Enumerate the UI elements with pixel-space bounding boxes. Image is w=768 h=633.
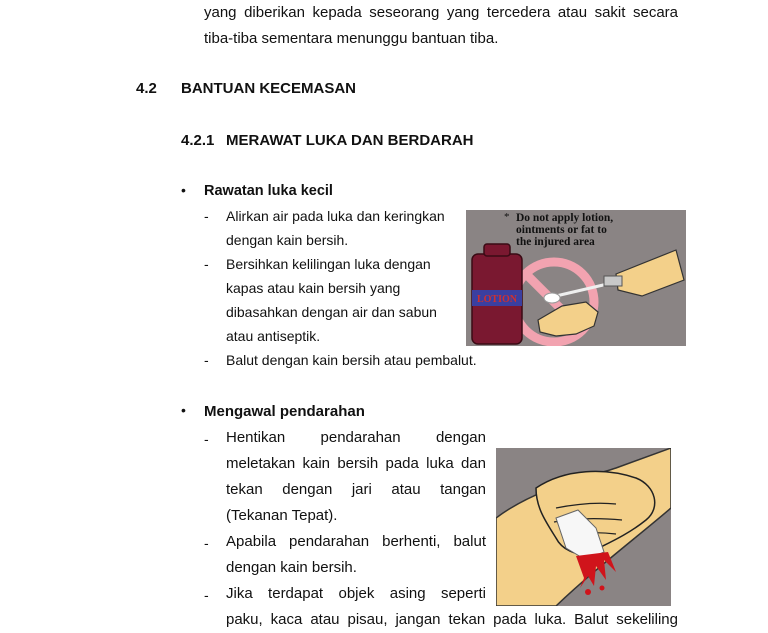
list-item-line: atau antiseptik. [226, 328, 321, 344]
list-item [226, 529, 486, 581]
bottle-label: LOTION [476, 294, 518, 305]
bullet-title-rawatan: Rawatan luka kecil [204, 183, 333, 199]
list-item-line: meletakan kain bersih pada luka dan [226, 455, 486, 472]
list-item-line: dengan kain bersih. [226, 232, 349, 248]
dash-marker: - [204, 352, 209, 368]
lotion-bottle-icon [472, 244, 522, 344]
list-item-line: Apabila pendarahan berhenti, balut [226, 533, 486, 550]
dash-marker: - [204, 431, 209, 447]
intro-paragraph [204, 0, 678, 52]
list-item-line: dengan kain bersih. [226, 559, 357, 576]
intro-line-2: tiba-tiba sementara menunggu bantuan tiba. [204, 30, 499, 47]
list-item-line: kapas atau kain bersih yang [226, 280, 401, 296]
dash-marker: - [204, 587, 209, 603]
list-item-line: dibasahkan dengan air dan sabun [226, 304, 437, 320]
bullet-marker: • [181, 182, 186, 198]
dash-marker: - [204, 535, 209, 551]
caption-line: Do not apply lotion, [516, 212, 614, 224]
caption-line: the injured area [516, 236, 595, 248]
list-item [226, 204, 445, 252]
list-item-line: Hentikan pendarahan dengan [226, 429, 486, 446]
list-item-line: tekan dengan jari atau tangan [226, 481, 486, 498]
subsection-number: 4.2.1 [181, 132, 215, 149]
list-item-line: (Tekanan Tepat). [226, 507, 338, 524]
list-item [226, 425, 486, 529]
list-item-line: Bersihkan kelilingan luka dengan [226, 256, 431, 272]
lotion-warning-illustration [466, 210, 686, 346]
bullet-title-pendarahan: Mengawal pendarahan [204, 403, 365, 420]
caption-line: ointments or fat to [516, 224, 607, 236]
section-number: 4.2 [136, 80, 157, 97]
list-item-line: Alirkan air pada luka dan keringkan [226, 208, 445, 224]
subsection-title: MERAWAT LUKA DAN BERDARAH [226, 132, 474, 149]
dash-marker: - [204, 208, 209, 224]
bullet-marker: • [181, 402, 186, 418]
list-item [226, 252, 437, 348]
intro-line-1: yang diberikan kepada seseorang yang tercedera atau sakit secara [204, 4, 678, 21]
list-item-line: Balut dengan kain bersih atau pembalut. [226, 352, 477, 368]
list-item-line: Jika terdapat objek asing seperti [226, 585, 486, 602]
caption-bullet-icon: * [504, 211, 510, 223]
section-title: BANTUAN KECEMASAN [181, 80, 356, 97]
list-item [226, 348, 477, 372]
list-item-line: paku, kaca atau pisau, jangan tekan pada luka. Balut sekeliling [226, 611, 678, 628]
bleeding-control-illustration [496, 448, 671, 606]
dash-marker: - [204, 256, 209, 272]
